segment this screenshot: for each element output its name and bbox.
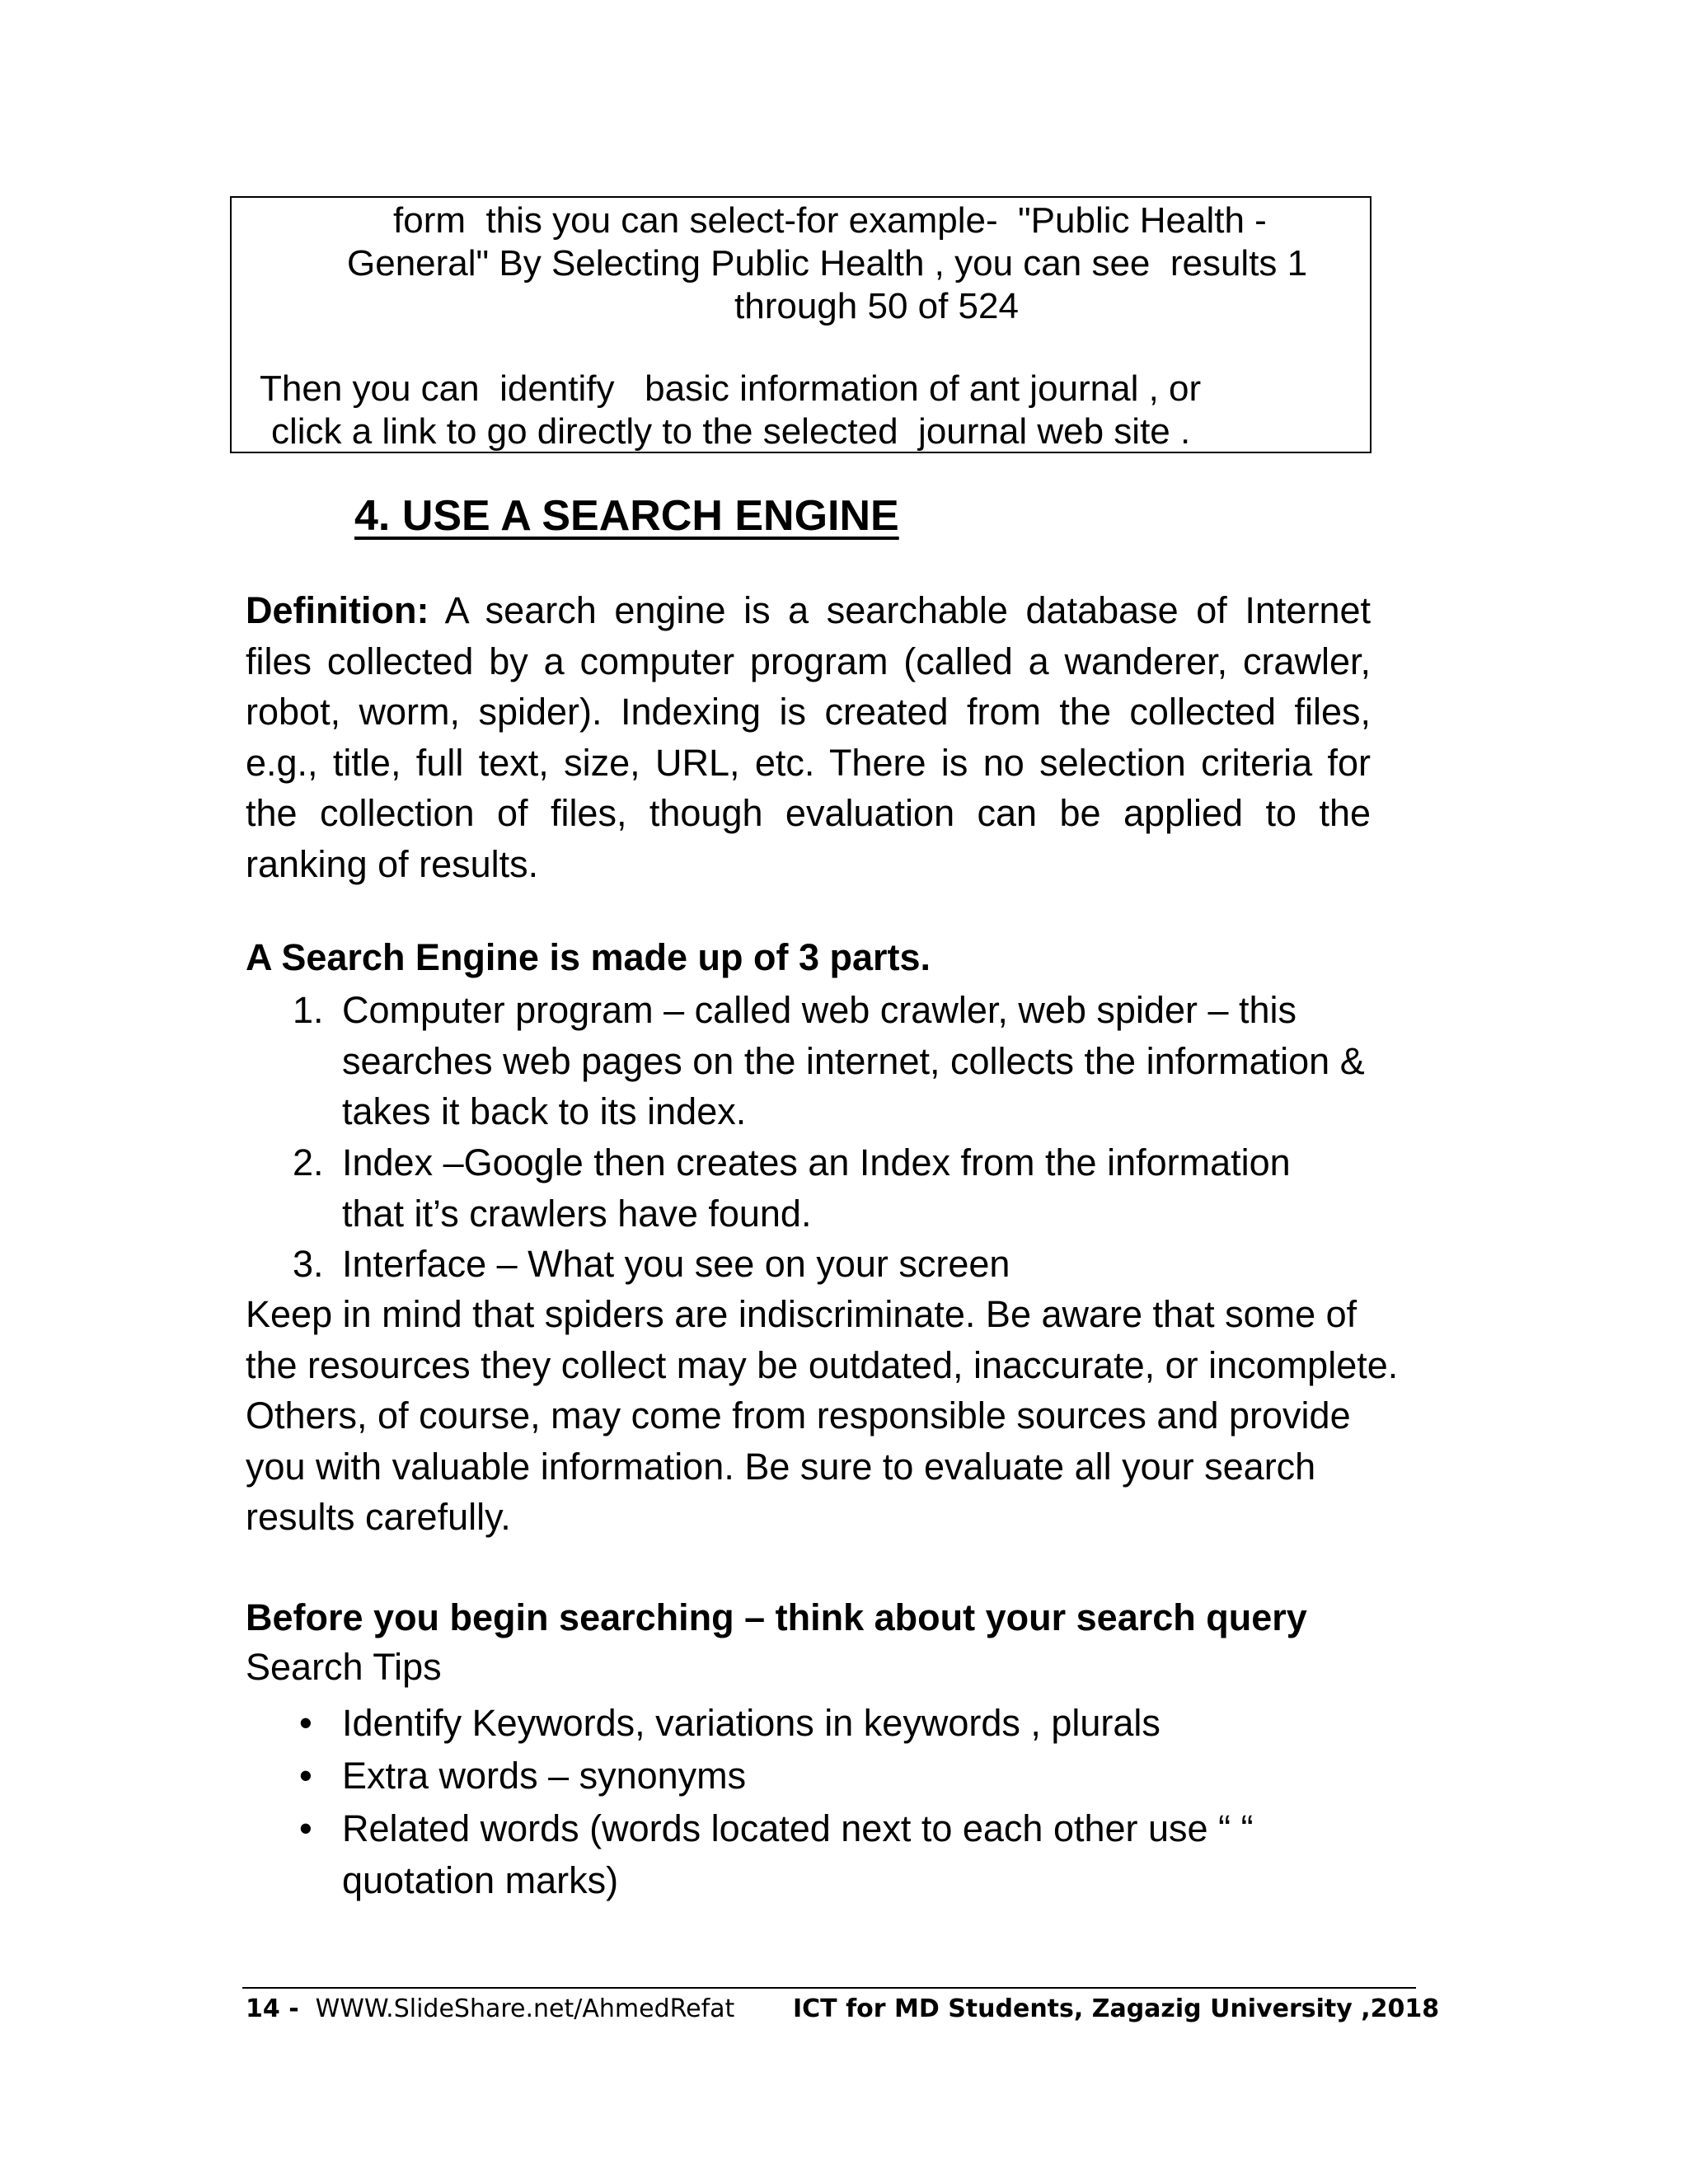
page-number: 14 - [246,1994,308,2023]
definition-text: A search engine is a searchable database of Internet files collected by a computer program (called a wanderer, crawler, robot, worm, spider). Indexing is created from the collected files, e.g., title, full text, size, URL, etc. There is no selection criteria for the collection of files, though evaluation can be applied to the ranking of results. [246,589,1371,885]
list-number: 1. [293,989,324,1031]
box-line: Then you can identify basic information of ant journal , or [260,368,1202,409]
text-box [230,196,1372,453]
list-item [293,1137,1372,1239]
box-line: form this you can select-for example- "Public Health - [393,200,1267,241]
bullet-item [293,1697,1372,1749]
bullet-item-text: Identify Keywords, variations in keywords , plurals [342,1702,1160,1744]
search-tips-label: Search Tips [246,1646,442,1688]
bullet-item [293,1802,1372,1906]
bullet-item [293,1750,1372,1802]
parts-heading: A Search Engine is made up of 3 parts. [246,936,931,978]
before-heading: Before you begin searching – think about your search query [246,1596,1307,1638]
box-line: General" By Selecting Public Health , you can see results 1 [347,243,1308,284]
footer-right: ICT for MD Students, Zagazig University ,2018 [793,1994,1440,2023]
bullet-icon: • [299,1702,312,1744]
bullet-icon: • [299,1807,312,1849]
list-number: 2. [293,1141,324,1183]
list-item [293,985,1372,1137]
list-item-text: Computer program – called web crawler, web spider – this searches web pages on the internet, collects the information & takes it back to its index. [342,989,1365,1132]
definition-label: Definition: [246,589,429,631]
section-heading: 4. USE A SEARCH ENGINE [354,492,899,540]
bullet-item-text: Extra words – synonyms [342,1755,747,1797]
footer-site: WWW.SlideShare.net/AhmedRefat [307,1994,735,2023]
bullet-item-text: Related words (words located next to each other use “ “ quotation marks) [342,1807,1254,1901]
list-number: 3. [293,1243,324,1285]
bullet-icon: • [299,1755,312,1797]
list-item-text: Index –Google then creates an Index from the information that it’s crawlers have found. [342,1141,1291,1235]
list-item [293,1239,1372,1290]
definition-paragraph [246,585,1371,889]
box-line: through 50 of 524 [734,286,1019,326]
footer-left [246,1993,734,2026]
box-line: click a link to go directly to the selected journal web site . [271,411,1191,452]
footer-divider [242,1987,1416,1989]
keep-in-mind-paragraph: Keep in mind that spiders are indiscriminate. Be aware that some of the resources they collect may be outdated, inaccurate, or incomplete. Others, of course, may come from responsible sources and provide you with valuable information. Be sure to evaluate all your search results carefully. [246,1293,1399,1538]
list-item-text: Interface – What you see on your screen [342,1243,1010,1285]
